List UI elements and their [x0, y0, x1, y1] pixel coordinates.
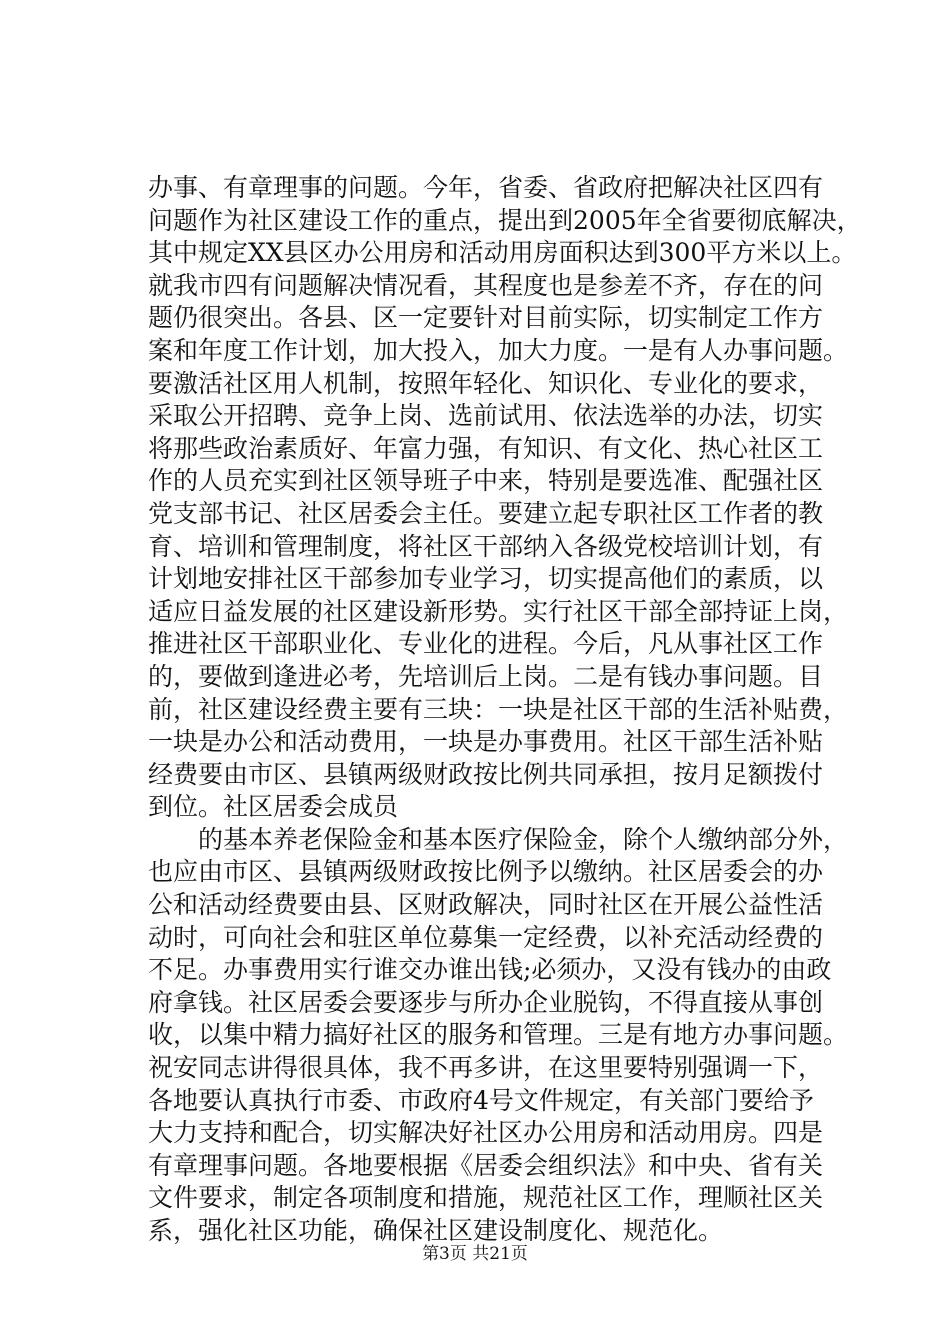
- text-line: 府拿钱。社区居委会要逐步与所办企业脱钩，不得直接从事创: [148, 987, 824, 1017]
- text-line: 不足。办事费用实行谁交办谁出钱;必须办，又没有钱办的由政: [148, 955, 832, 985]
- page-footer: [0, 1242, 950, 1266]
- text-line: 有章理事问题。各地要根据《居委会组织法》和中央、省有关: [148, 1150, 824, 1180]
- text-line: 经费要由市区、县镇两级财政按比例共同承担，按月足额拨付: [148, 759, 824, 789]
- text-line: 前，社区建设经费主要有三块：一块是社区干部的生活补贴费，: [148, 694, 849, 724]
- text-line-indented: 的基本养老保险金和基本医疗保险金，除个人缴纳部分外，: [198, 824, 849, 854]
- text-line: 计划地安排社区干部参加专业学习，切实提高他们的素质，以: [148, 564, 824, 594]
- text-line: 作的人员充实到社区领导班子中来，特别是要选准、配强社区: [148, 466, 824, 496]
- text-line: 一块是办公和活动费用，一块是办事费用。社区干部生活补贴: [148, 727, 824, 757]
- text-line: 各地要认真执行市委、市政府4号文件规定，有关部门要给予: [148, 1085, 814, 1115]
- text-line: 大力支持和配合，切实解决好社区办公用房和活动用房。四是: [148, 1118, 824, 1148]
- text-line: 案和年度工作计划，加大投入，加大力度。一是有人办事问题。: [148, 335, 849, 365]
- text-line: 文件要求，制定各项制度和措施，规范社区工作，理顺社区关: [148, 1183, 824, 1213]
- text-line: 就我市四有问题解决情况看，其程度也是参差不齐，存在的问: [148, 270, 824, 300]
- text-line: 动时，可向社会和驻区单位募集一定经费，以补充活动经费的: [148, 922, 824, 952]
- text-line: 也应由市区、县镇两级财政按比例予以缴纳。社区居委会的办: [148, 857, 824, 887]
- page-number-label: 第3页 共21页: [422, 1244, 528, 1264]
- text-line: 题仍很突出。各县、区一定要针对目前实际，切实制定工作方: [148, 303, 824, 333]
- text-line: 公和活动经费要由县、区财政解决，同时社区在开展公益性活: [148, 890, 824, 920]
- text-line: 的，要做到逢进必考，先培训后上岗。二是有钱办事问题。目: [148, 661, 824, 691]
- text-line: 办事、有章理事的问题。今年，省委、省政府把解决社区四有: [148, 173, 824, 202]
- text-line: 育、培训和管理制度，将社区干部纳入各级党校培训计划，有: [148, 531, 824, 561]
- text-line: 其中规定XX县区办公用房和活动用房面积达到300平方米以上。: [148, 238, 857, 268]
- text-line: 系，强化社区功能，确保社区建设制度化、规范化。: [148, 1216, 724, 1245]
- text-line: 将那些政治素质好、年富力强，有知识、有文化、热心社区工: [148, 433, 824, 463]
- text-line: 采取公开招聘、竞争上岗、选前试用、依法选举的办法，切实: [148, 401, 824, 431]
- text-line: 党支部书记、社区居委会主任。要建立起专职社区工作者的教: [148, 498, 824, 528]
- body-text: [148, 172, 862, 1248]
- text-line: 到位。社区居委会成员: [148, 792, 399, 822]
- text-line: 要激活社区用人机制，按照年轻化、知识化、专业化的要求，: [148, 368, 824, 398]
- text-line: 推进社区干部职业化、专业化的进程。今后，凡从事社区工作: [148, 629, 824, 659]
- text-line: 适应日益发展的社区建设新形势。实行社区干部全部持证上岗，: [148, 596, 849, 626]
- text-line: 问题作为社区建设工作的重点，提出到2005年全省要彻底解决，: [148, 205, 862, 235]
- text-line: 祝安同志讲得很具体，我不再多讲，在这里要特别强调一下，: [148, 1053, 824, 1083]
- text-line: 收，以集中精力搞好社区的服务和管理。三是有地方办事问题。: [148, 1020, 849, 1050]
